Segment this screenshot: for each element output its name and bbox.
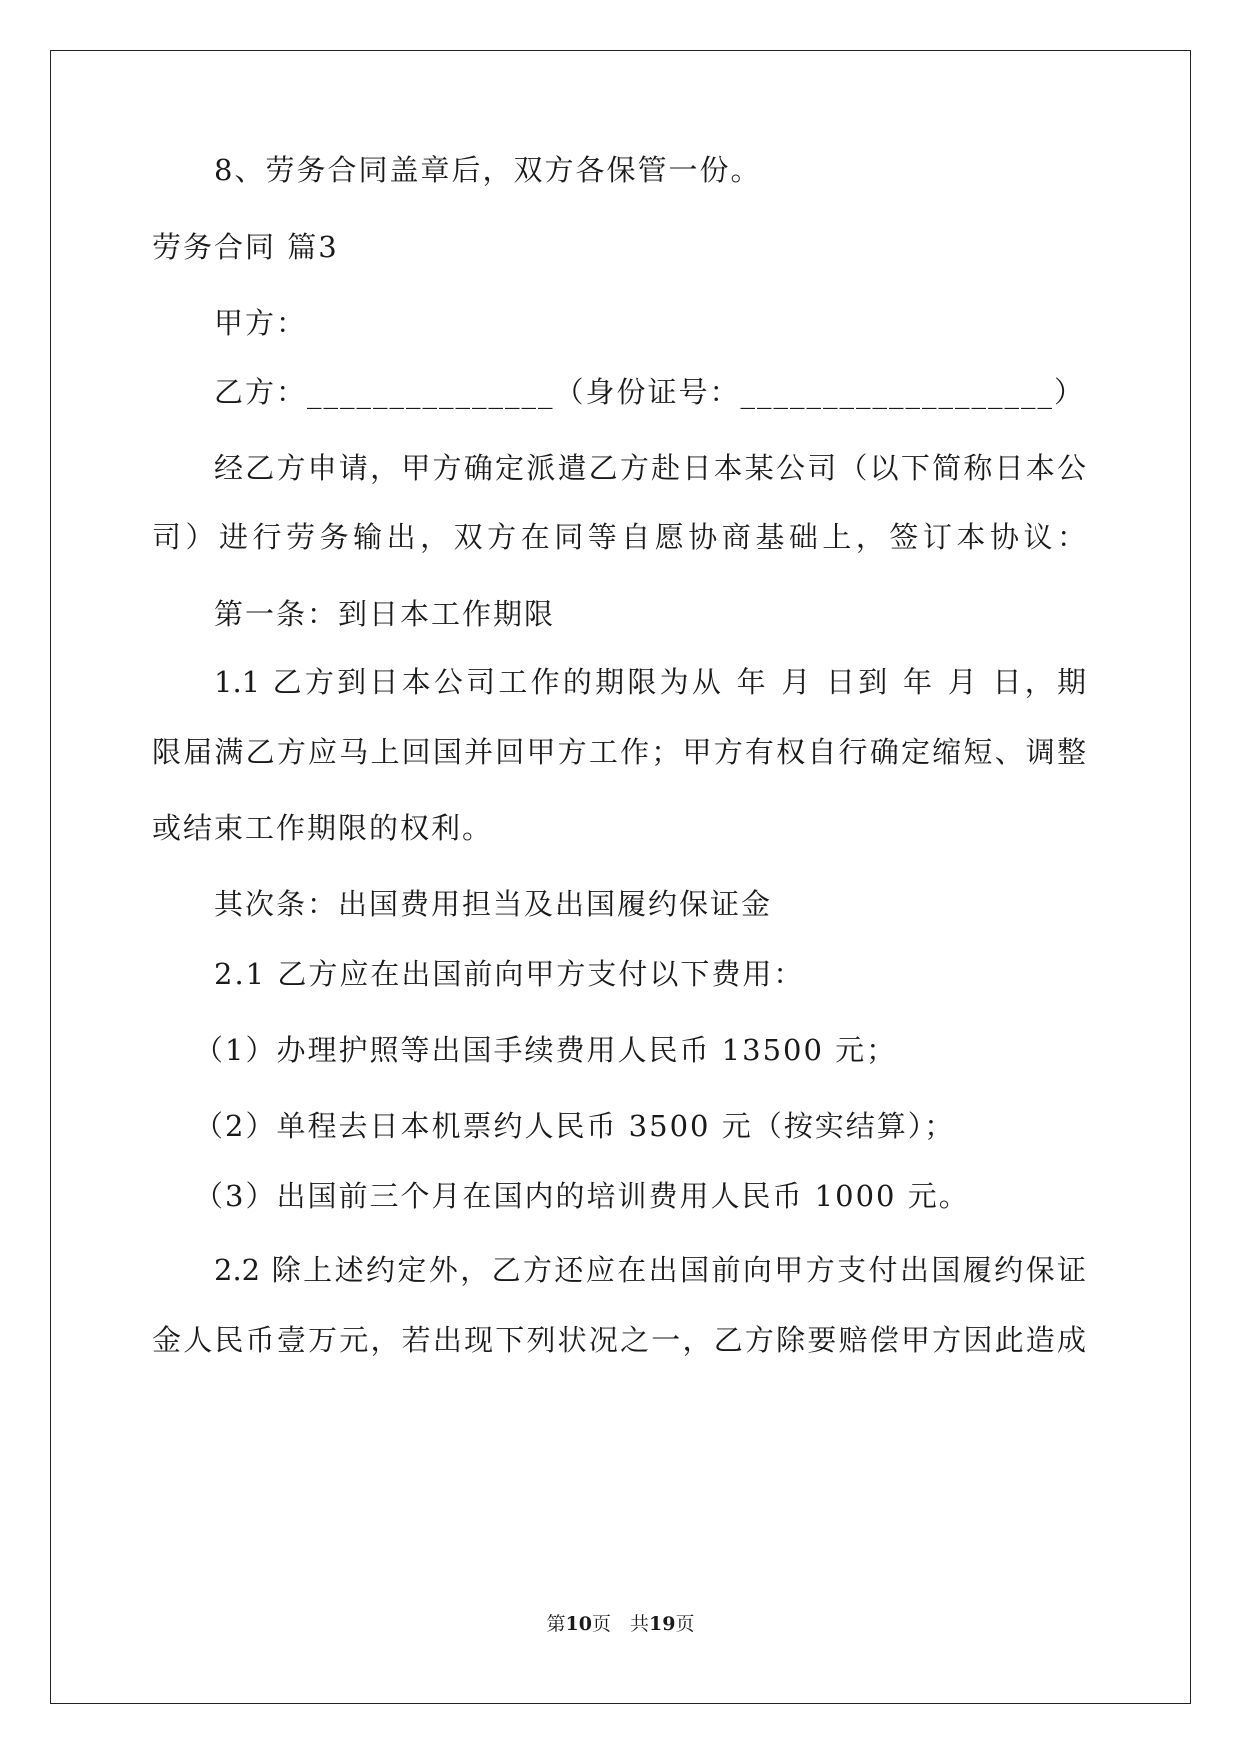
total-page-number: 19: [649, 1613, 676, 1635]
paragraph-line: 经乙方申请，甲方确定派遣乙方赴日本某公司（以下简称日本公: [214, 451, 1086, 485]
list-item: （1）办理护照等出国手续费用人民币 13500 元；: [194, 1033, 898, 1067]
footer-suffix: 页: [675, 1613, 695, 1635]
paragraph-line: 2.1 乙方应在出国前向甲方支付以下费用：: [214, 957, 805, 991]
paragraph-line: 或结束工作期限的权利。: [152, 811, 494, 845]
paragraph-line: 司）进行劳务输出，双方在同等自愿协商基础上，签订本协议：: [152, 520, 1086, 554]
section-heading: 劳务合同 篇3: [152, 230, 339, 264]
article-heading: 其次条：出国费用担当及出国履约保证金: [214, 887, 773, 921]
article-heading: 第一条：到日本工作期限: [214, 597, 556, 631]
party-b-label: 乙方：_______________（身份证号：___________________）: [214, 375, 1086, 409]
current-page-number: 10: [565, 1613, 592, 1635]
paragraph-line: 1.1 乙方到日本公司工作的期限为从 年 月 日到 年 月 日，期: [214, 665, 1086, 699]
footer-prefix: 第: [546, 1613, 566, 1635]
paragraph-line: 2.2 除上述约定外，乙方还应在出国前向甲方支付出国履约保证: [214, 1253, 1086, 1287]
list-item: （3）出国前三个月在国内的培训费用人民币 1000 元。: [194, 1179, 970, 1213]
page-footer: [0, 1612, 1241, 1636]
paragraph-line: 金人民币壹万元，若出现下列状况之一，乙方除要赔偿甲方因此造成: [152, 1323, 1086, 1357]
footer-middle: 页 共: [591, 1613, 649, 1635]
paragraph-line: 限届满乙方应马上回国并回甲方工作；甲方有权自行确定缩短、调整: [152, 735, 1086, 769]
paragraph-line: 8、劳务合同盖章后，双方各保管一份。: [214, 153, 762, 187]
page-border: [50, 50, 1191, 1704]
party-a-label: 甲方：: [214, 306, 308, 340]
list-item: （2）单程去日本机票约人民币 3500 元（按实结算）；: [194, 1109, 956, 1143]
